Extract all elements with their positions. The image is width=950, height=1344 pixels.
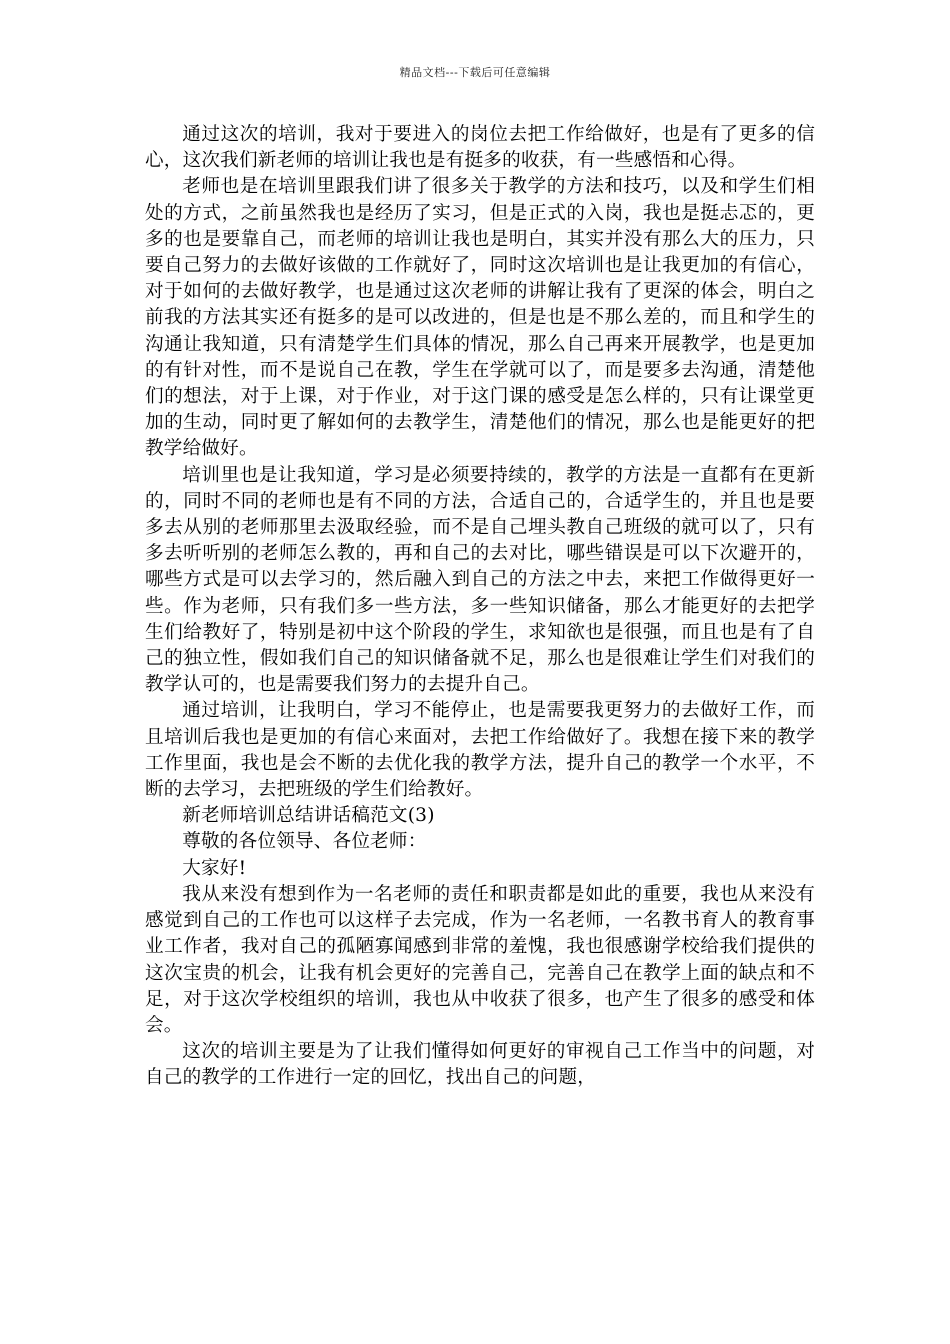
paragraph: 这次的培训主要是为了让我们懂得如何更好的审视自己工作当中的问题，对自己的教学的工作进行一定的回忆，找出自己的问题，	[145, 1041, 815, 1089]
page-header: 精品文档---下载后可任意编辑	[399, 66, 551, 79]
paragraph: 老师也是在培训里跟我们讲了很多关于教学的方法和技巧，以及和学生们相处的方式，之前虽然我也是经历了实习，但是正式的入岗，我也是挺忐忑的，更多的也是要靠自己，而老师的培训让我也是明白，其实并没有那么大的压力，只要自己努力的去做好该做的工作就好了，同时这次培训也是让我更加的有信心，对于如何的去做好教学，也是通过这次老师的讲解让我有了更深的体会，明白之前我的方法其实还有挺多的是可以改进的，但是也是不那么差的，而且和学生的沟通让我知道，只有清楚学生们具体的情况，那么自己再来开展教学，也是更加的有针对性，而不是说自己在教，学生在学就可以了，而是要多去沟通，清楚他们的想法，对于上课，对于作业，对于这门课的感受是怎么样的，只有让课堂更加的生动，同时更了解如何的去教学生，清楚他们的情况，那么也是能更好的把教学给做好。	[145, 176, 815, 460]
greeting: 大家好!	[182, 857, 247, 879]
paragraph: 通过这次的培训，我对于要进入的岗位去把工作给做好，也是有了更多的信心，这次我们新老师的培训让我也是有挺多的收获，有一些感悟和心得。	[145, 124, 815, 172]
paragraph: 我从来没有想到作为一名老师的责任和职责都是如此的重要，我也从来没有感觉到自己的工作也可以这样子去完成，作为一名老师，一名教书育人的教育事业工作者，我对自己的孤陋寡闻感到非常的羞愧，我也很感谢学校给我们提供的这次宝贵的机会，让我有机会更好的完善自己，完善自己在教学上面的缺点和不足，对于这次学校组织的培训，我也从中收获了很多，也产生了很多的感受和体会。	[145, 883, 815, 1036]
paragraph: 培训里也是让我知道，学习是必须要持续的，教学的方法是一直都有在更新的，同时不同的老师也是有不同的方法，合适自己的，合适学生的，并且也是要多去从别的老师那里去汲取经验，而不是自己埋头教自己班级的就可以了，只有多去听听别的老师怎么教的，再和自己的去对比，哪些错误是可以下次避开的，哪些方式是可以去学习的，然后融入到自己的方法之中去，来把工作做得更好一些。作为老师，只有我们多一些方法，多一些知识储备，那么才能更好的去把学生们给教好了，特别是初中这个阶段的学生，求知欲也是很强，而且也是有了自己的独立性，假如我们自己的知识储备就不足，那么也是很难让学生们对我们的教学认可的，也是需要我们努力的去提升自己。	[145, 464, 815, 696]
salutation: 尊敬的各位领导、各位老师：	[182, 831, 427, 853]
paragraph: 通过培训，让我明白，学习不能停止，也是需要我更努力的去做好工作，而且培训后我也是更加的有信心来面对，去把工作给做好了。我想在接下来的教学工作里面，我也是会不断的去优化我的教学方法，提升自己的教学一个水平，不断的去学习，去把班级的学生们给教好。	[145, 700, 815, 801]
document-body	[145, 122, 815, 1092]
section-title: 新老师培训总结讲话稿范文(3)	[182, 805, 435, 827]
